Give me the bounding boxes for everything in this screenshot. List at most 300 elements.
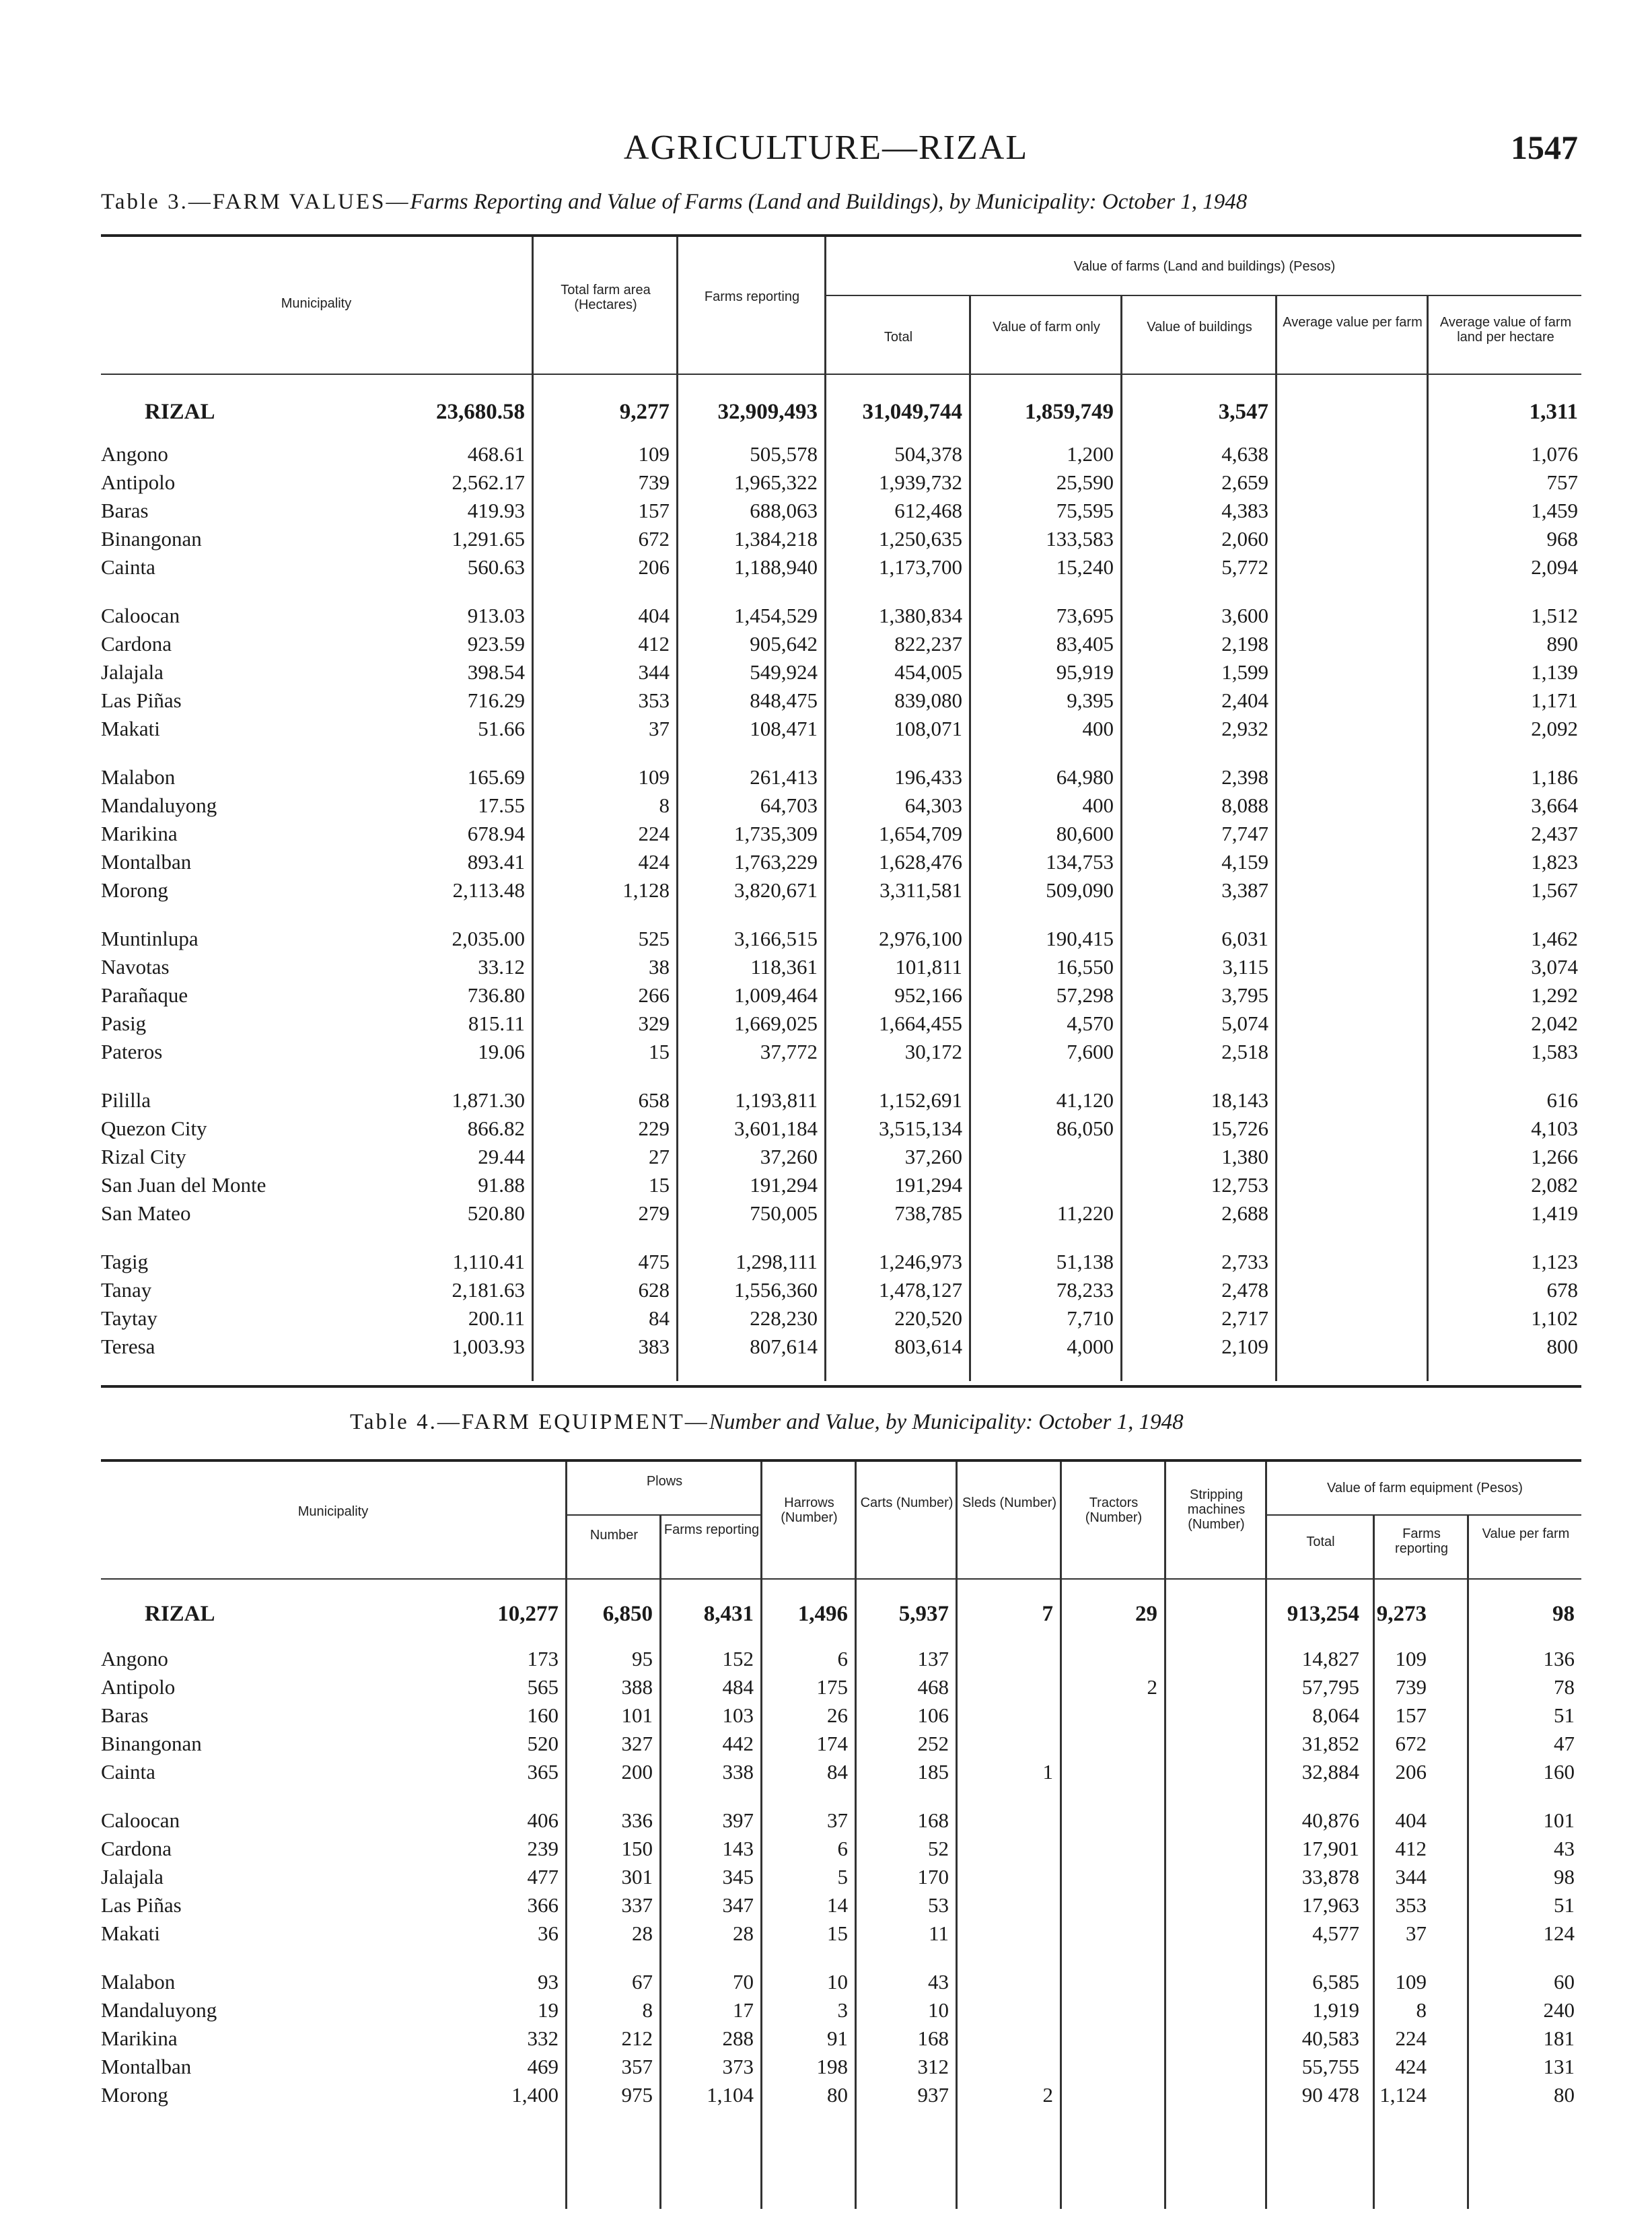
t3-cell-bldg: 7,600 — [1067, 1040, 1114, 1063]
t3-cell-avg-farm: 7,747 — [1221, 822, 1268, 845]
table-row — [101, 820, 1581, 847]
t4-cell-sleds: 106 — [917, 1703, 949, 1727]
t4-cell-val-farms: 739 — [1395, 1675, 1427, 1699]
t4-cell-val-farms: 37 — [1406, 1922, 1427, 1945]
t3-cell-area: 923.59 — [467, 632, 525, 656]
t3-cell-avg-farm: 3,795 — [1221, 983, 1268, 1007]
table-row — [101, 1864, 1581, 1891]
t3-cell-farms: 412 — [638, 632, 670, 656]
t3-cell-farms: 404 — [638, 604, 670, 627]
t3-cell-area: 1,291.65 — [452, 527, 525, 551]
t3-cell-avg-ha: 1,567 — [1531, 878, 1578, 902]
t3-cell-avg-ha: 1,462 — [1531, 927, 1578, 950]
t4-cell-sleds: 11 — [929, 1922, 949, 1945]
t4-cell-harrows: 103 — [722, 1703, 754, 1727]
t3-cell-land: 37,260 — [904, 1145, 962, 1168]
t3-cell-avg-farm: 4,638 — [1221, 442, 1268, 466]
table-row — [101, 1702, 1581, 1729]
t3-cell-total: 3,820,671 — [734, 878, 818, 902]
t4-cell-val-total: 55,755 — [1301, 2055, 1359, 2078]
table-row — [101, 1835, 1581, 1862]
t3-header-area: Total farm area (Hectares) — [561, 283, 651, 312]
t3-cell-bldg: 190,415 — [1046, 927, 1114, 950]
t3-cell-total: 1,965,322 — [734, 470, 818, 494]
t4-cell-val-farms: 672 — [1395, 1732, 1427, 1755]
t4-cell-val-per: 101 — [1543, 1808, 1575, 1832]
t3-cell-avg-ha: 2,092 — [1531, 717, 1578, 740]
page-number: 1547 — [1511, 129, 1578, 166]
t3-cell-farms: 424 — [638, 850, 670, 874]
t4-cell-val-total: 17,901 — [1301, 1837, 1359, 1860]
table-row — [101, 1087, 1581, 1114]
municipality-name: Rizal City — [101, 1145, 186, 1168]
t3-cell-land: 220,520 — [894, 1306, 962, 1330]
t3-cell-avg-farm: 12,753 — [1211, 1173, 1268, 1197]
municipality-name: Binangonan — [101, 1732, 202, 1755]
t3-cell-area: 419.93 — [467, 499, 525, 522]
table-row — [101, 602, 1581, 629]
table-row — [101, 1010, 1581, 1037]
t3-cell-farms: 9,277 — [619, 400, 670, 424]
t3-cell-avg-farm: 2,733 — [1221, 1250, 1268, 1273]
municipality-name: Pililla — [101, 1088, 151, 1112]
t3-cell-total: 1,669,025 — [734, 1012, 818, 1035]
table-row — [101, 849, 1581, 876]
t4-cell-val-farms: 353 — [1395, 1893, 1427, 1917]
municipality-name: Jalajala — [101, 1865, 164, 1889]
t3-cell-land: 101,811 — [895, 955, 962, 979]
t3-cell-land: 191,294 — [894, 1173, 962, 1197]
t4-cell-stripping: 29 — [1135, 1602, 1157, 1626]
t3-cell-bldg: 133,583 — [1046, 527, 1114, 551]
t3-cell-area: 678.94 — [467, 822, 525, 845]
t3-cell-bldg: 25,590 — [1056, 470, 1114, 494]
table-row — [101, 1807, 1581, 1834]
t4-cell-carts: 26 — [827, 1703, 848, 1727]
t3-cell-total: 505,578 — [750, 442, 818, 466]
t3-cell-land: 2,976,100 — [879, 927, 962, 950]
t3-cell-bldg: 51,138 — [1056, 1250, 1114, 1273]
municipality-name: Angono — [101, 1647, 168, 1670]
t3-cell-avg-farm: 1,380 — [1221, 1145, 1268, 1168]
t3-cell-avg-farm: 18,143 — [1211, 1088, 1268, 1112]
t4-cell-plow-farms: 975 — [621, 2083, 653, 2107]
t3-header-avg-farm: Average value per farm — [1283, 315, 1423, 330]
t3-cell-land: 1,664,455 — [879, 1012, 962, 1035]
t4-cell-harrows: 338 — [722, 1760, 754, 1784]
t3-cell-avg-ha: 1,139 — [1531, 660, 1578, 684]
t3-cell-total: 848,475 — [750, 689, 818, 712]
t3-cell-farms: 206 — [638, 555, 670, 579]
t3-cell-avg-ha: 757 — [1546, 470, 1578, 494]
t4-cell-val-total: 17,963 — [1301, 1893, 1359, 1917]
t3-cell-land: 3,311,581 — [879, 878, 962, 902]
t4-header-value-farms: Farms reporting — [1395, 1526, 1448, 1556]
municipality-name: Malabon — [101, 765, 176, 789]
t4-cell-tractors: 2 — [1042, 2083, 1053, 2107]
t4-cell-plow-num: 36 — [538, 1922, 559, 1945]
t3-cell-area: 468.61 — [467, 442, 525, 466]
t4-cell-harrows: 442 — [722, 1732, 754, 1755]
t3-cell-avg-farm: 15,726 — [1211, 1117, 1268, 1140]
t3-cell-area: 398.54 — [467, 660, 525, 684]
t4-cell-harrows: 347 — [722, 1893, 754, 1917]
t3-cell-avg-ha: 616 — [1546, 1088, 1578, 1112]
t3-cell-bldg: 4,000 — [1067, 1335, 1114, 1358]
t4-cell-sleds: 252 — [917, 1732, 949, 1755]
t4-cell-val-farms: 157 — [1395, 1703, 1427, 1727]
t3-cell-area: 1,871.30 — [452, 1088, 525, 1112]
t4-cell-val-total: 33,878 — [1301, 1865, 1359, 1889]
t4-header-municipality: Municipality — [297, 1504, 369, 1519]
t3-cell-land: 1,654,709 — [879, 822, 962, 845]
t4-cell-sleds: 5,937 — [898, 1602, 949, 1626]
t3-cell-area: 29.44 — [478, 1145, 525, 1168]
municipality-name: Mandaluyong — [101, 794, 217, 817]
t3-cell-total: 1,193,811 — [735, 1088, 818, 1112]
t3-cell-avg-farm: 2,404 — [1221, 689, 1268, 712]
t4-cell-val-per: 51 — [1554, 1703, 1575, 1727]
t3-cell-bldg: 41,120 — [1056, 1088, 1114, 1112]
t3-cell-avg-ha: 1,292 — [1531, 983, 1578, 1007]
t3-cell-total: 750,005 — [750, 1201, 818, 1225]
table-row — [101, 1730, 1581, 1757]
t3-header-total: Total — [884, 330, 913, 345]
table-row — [101, 1038, 1581, 1065]
t4-cell-sleds: 137 — [917, 1647, 949, 1670]
t4-cell-val-total: 6,585 — [1312, 1970, 1359, 1994]
municipality-name: Baras — [101, 1703, 149, 1727]
t3-cell-farms: 475 — [638, 1250, 670, 1273]
t4-cell-val-farms: 1,124 — [1379, 2083, 1427, 2107]
t3-cell-land: 822,237 — [894, 632, 962, 656]
t3-cell-area: 200.11 — [468, 1306, 525, 1330]
t3-cell-farms: 15 — [649, 1040, 670, 1063]
municipality-name: Muntinlupa — [101, 927, 199, 950]
t3-cell-bldg: 1,859,749 — [1025, 400, 1114, 424]
t4-cell-plow-farms: 337 — [621, 1893, 653, 1917]
t3-cell-farms: 27 — [649, 1145, 670, 1168]
t4-cell-sleds: 43 — [928, 1970, 949, 1994]
t3-cell-land: 3,515,134 — [879, 1117, 962, 1140]
table-row — [101, 2082, 1581, 2109]
municipality-name: Antipolo — [101, 1675, 176, 1699]
t3-cell-area: 893.41 — [467, 850, 525, 874]
t4-cell-val-farms: 109 — [1395, 1647, 1427, 1670]
municipality-name: Pateros — [101, 1040, 163, 1063]
t3-header-municipality: Municipality — [281, 296, 352, 311]
t3-cell-avg-ha: 968 — [1546, 527, 1578, 551]
t3-cell-total: 688,063 — [750, 499, 818, 522]
t3-cell-avg-ha: 2,094 — [1531, 555, 1578, 579]
t3-cell-farms: 157 — [638, 499, 670, 522]
t4-cell-val-total: 4,577 — [1312, 1922, 1359, 1945]
t4-cell-val-farms: 412 — [1395, 1837, 1427, 1860]
municipality-name: Montalban — [101, 850, 192, 874]
t3-cell-farms: 38 — [649, 955, 670, 979]
t3-cell-avg-ha: 1,076 — [1531, 442, 1578, 466]
t3-cell-total: 108,471 — [750, 717, 818, 740]
t3-cell-avg-farm: 5,772 — [1221, 555, 1268, 579]
t4-cell-val-per: 51 — [1554, 1893, 1575, 1917]
t4-header-carts: Carts (Number) — [860, 1495, 954, 1510]
t3-cell-area: 913.03 — [467, 604, 525, 627]
municipality-name: Teresa — [101, 1335, 155, 1358]
t3-cell-avg-ha: 1,123 — [1531, 1250, 1578, 1273]
t3-cell-avg-farm: 2,060 — [1221, 527, 1268, 551]
t4-cell-val-farms: 224 — [1395, 2026, 1427, 2050]
table-row — [101, 1200, 1581, 1227]
t4-header-value-total: Total — [1306, 1535, 1335, 1549]
t3-cell-bldg: 75,595 — [1056, 499, 1114, 522]
t3-cell-avg-farm: 2,398 — [1221, 765, 1268, 789]
t4-header-plow-number: Number — [589, 1528, 639, 1543]
t4-header-plow-farms: Farms reporting — [663, 1522, 760, 1537]
table-row — [101, 441, 1581, 468]
t3-cell-avg-farm: 2,518 — [1221, 1040, 1268, 1063]
table-row — [101, 1143, 1581, 1170]
municipality-name: Caloocan — [101, 1808, 180, 1832]
t3-cell-area: 2,035.00 — [452, 927, 525, 950]
t3-cell-area: 866.82 — [467, 1117, 525, 1140]
t4-cell-carts: 175 — [816, 1675, 848, 1699]
t3-cell-farms: 109 — [638, 442, 670, 466]
t3-cell-avg-ha: 1,419 — [1531, 1201, 1578, 1225]
t3-cell-area: 1,110.41 — [452, 1250, 525, 1273]
t3-cell-area: 19.06 — [478, 1040, 525, 1063]
t3-cell-total: 64,703 — [760, 794, 818, 817]
t3-cell-avg-ha: 1,186 — [1531, 765, 1578, 789]
t4-cell-carts: 37 — [827, 1808, 848, 1832]
t4-cell-plow-num: 93 — [538, 1970, 559, 1994]
t4-cell-carts: 14 — [827, 1893, 848, 1917]
t4-cell-tractors: 7 — [1042, 1602, 1053, 1626]
t4-cell-plow-farms: 8 — [642, 1998, 653, 2022]
t3-cell-land: 1,939,732 — [879, 470, 962, 494]
table-row — [101, 2025, 1581, 2052]
t3-cell-total: 1,188,940 — [734, 555, 818, 579]
t3-header-land: Value of farm only — [993, 320, 1100, 334]
t4-cell-plow-num: 477 — [527, 1865, 559, 1889]
t4-cell-val-per: 240 — [1543, 1998, 1575, 2022]
t3-cell-bldg: 64,980 — [1056, 765, 1114, 789]
t3-cell-area: 2,562.17 — [452, 470, 525, 494]
table3-header-rule — [101, 374, 1581, 375]
t4-cell-plow-farms: 336 — [621, 1808, 653, 1832]
t3-cell-area: 165.69 — [467, 765, 525, 789]
table3-caption: Table 3.—FARM VALUES—Farms Reporting and Value of Farms (Land and Buildings), by Municipality: October 1, 1948 — [101, 190, 1248, 214]
t4-header-harrows: Harrows (Number) — [781, 1495, 838, 1525]
t4-cell-plow-farms: 28 — [632, 1922, 653, 1945]
t4-cell-plow-num: 1,400 — [511, 2083, 559, 2107]
table3-total-row — [101, 398, 1581, 425]
t4-cell-plow-num: 332 — [527, 2026, 559, 2050]
t4-cell-val-total: 8,064 — [1312, 1703, 1359, 1727]
t3-cell-avg-farm: 6,031 — [1221, 927, 1268, 950]
t4-cell-sleds: 168 — [917, 2026, 949, 2050]
t4-cell-harrows: 397 — [722, 1808, 754, 1832]
t4-cell-carts: 15 — [827, 1922, 848, 1945]
t4-cell-val-per: 98 — [1554, 1865, 1575, 1889]
t3-cell-avg-ha: 4,103 — [1531, 1117, 1578, 1140]
table4-top-rule — [101, 1459, 1581, 1462]
table-row — [101, 497, 1581, 524]
t4-header-tractors: Tractors (Number) — [1085, 1495, 1143, 1525]
t3-cell-farms: 344 — [638, 660, 670, 684]
t4-cell-val-farms: 109 — [1395, 1970, 1427, 1994]
t4-cell-val-per: 131 — [1543, 2055, 1575, 2078]
municipality-name: Tanay — [101, 1278, 152, 1302]
t3-cell-bldg: 4,570 — [1067, 1012, 1114, 1035]
t3-cell-total: 1,009,464 — [734, 983, 818, 1007]
t4-cell-carts: 174 — [816, 1732, 848, 1755]
t4-header-value-group: Value of farm equipment (Pesos) — [1327, 1481, 1523, 1495]
t3-cell-farms: 229 — [638, 1117, 670, 1140]
t4-cell-carts: 80 — [827, 2083, 848, 2107]
t4-cell-plow-farms: 327 — [621, 1732, 653, 1755]
table-row — [101, 687, 1581, 714]
t3-cell-avg-ha: 2,082 — [1531, 1173, 1578, 1197]
t4-cell-plow-farms: 301 — [621, 1865, 653, 1889]
t4-cell-harrows: 143 — [722, 1837, 754, 1860]
municipality-name: San Mateo — [101, 1201, 191, 1225]
municipality-name: Binangonan — [101, 527, 202, 551]
municipality-name: Quezon City — [101, 1117, 207, 1140]
t3-cell-land: 612,468 — [894, 499, 962, 522]
municipality-name: Makati — [101, 717, 160, 740]
t3-cell-total: 1,556,360 — [734, 1278, 818, 1302]
t3-cell-land: 1,628,476 — [879, 850, 962, 874]
t3-cell-total: 118,361 — [750, 955, 818, 979]
t4-cell-val-total: 40,876 — [1301, 1808, 1359, 1832]
t4-cell-val-per: 160 — [1543, 1760, 1575, 1784]
municipality-name: Las Piñas — [101, 689, 182, 712]
t4-cell-plow-num: 365 — [527, 1760, 559, 1784]
t4-cell-val-per: 60 — [1554, 1970, 1575, 1994]
t4-cell-val-total: 57,795 — [1301, 1675, 1359, 1699]
t3-cell-bldg: 7,710 — [1067, 1306, 1114, 1330]
t4-cell-val-farms: 344 — [1395, 1865, 1427, 1889]
t3-cell-area: 51.66 — [478, 717, 525, 740]
t4-header-value-per-farm: Value per farm — [1482, 1526, 1570, 1541]
table-row — [101, 526, 1581, 553]
t4-cell-carts: 84 — [827, 1760, 848, 1784]
t3-cell-avg-farm: 1,599 — [1221, 660, 1268, 684]
t3-cell-total: 1,454,529 — [734, 604, 818, 627]
table-row — [101, 1997, 1581, 2024]
t4-cell-carts: 91 — [827, 2026, 848, 2050]
t3-cell-land: 1,246,973 — [879, 1250, 962, 1273]
table-row — [101, 877, 1581, 904]
t4-cell-val-farms: 9,273 — [1376, 1602, 1427, 1626]
t3-cell-land: 30,172 — [904, 1040, 962, 1063]
municipality-name: Morong — [101, 878, 168, 902]
t3-header-avg-hectare: Average value of farm land per hectare — [1439, 315, 1572, 345]
t4-cell-val-per: 181 — [1543, 2026, 1575, 2050]
t4-cell-plow-farms: 212 — [621, 2026, 653, 2050]
t3-cell-farms: 84 — [649, 1306, 670, 1330]
table-row — [101, 1172, 1581, 1199]
t4-cell-plow-farms: 101 — [621, 1703, 653, 1727]
t3-cell-bldg: 73,695 — [1056, 604, 1114, 627]
t4-cell-val-total: 913,254 — [1287, 1602, 1359, 1626]
t3-cell-bldg: 400 — [1082, 794, 1114, 817]
t3-cell-total: 1,763,229 — [734, 850, 818, 874]
t3-cell-area: 560.63 — [467, 555, 525, 579]
t3-cell-avg-ha: 1,823 — [1531, 850, 1578, 874]
t4-cell-plow-farms: 200 — [621, 1760, 653, 1784]
t3-cell-avg-farm: 8,088 — [1221, 794, 1268, 817]
t3-cell-total: 1,384,218 — [734, 527, 818, 551]
t4-cell-sleds: 468 — [917, 1675, 949, 1699]
municipality-name: Cardona — [101, 632, 172, 656]
t3-cell-farms: 672 — [638, 527, 670, 551]
t3-cell-farms: 329 — [638, 1012, 670, 1035]
table3-top-rule — [101, 234, 1581, 237]
t3-cell-land: 1,173,700 — [879, 555, 962, 579]
t3-cell-avg-farm: 2,198 — [1221, 632, 1268, 656]
t3-cell-total: 3,601,184 — [734, 1117, 818, 1140]
t4-cell-val-total: 14,827 — [1301, 1647, 1359, 1670]
municipality-name: Parañaque — [101, 983, 188, 1007]
running-head: AGRICULTURE—RIZAL — [623, 129, 1029, 167]
t4-cell-harrows: 288 — [722, 2026, 754, 2050]
t4-cell-sleds: 170 — [917, 1865, 949, 1889]
municipality-name: Cardona — [101, 1837, 172, 1860]
t3-cell-bldg: 78,233 — [1056, 1278, 1114, 1302]
t3-cell-area: 2,181.63 — [452, 1278, 525, 1302]
table-row — [101, 1920, 1581, 1947]
t3-cell-avg-ha: 1,266 — [1531, 1145, 1578, 1168]
table4-header-rule — [101, 1578, 1581, 1580]
t3-cell-avg-farm: 4,383 — [1221, 499, 1268, 522]
t3-cell-bldg: 57,298 — [1056, 983, 1114, 1007]
t3-cell-farms: 628 — [638, 1278, 670, 1302]
t4-header-stripping: Stripping machines (Number) — [1187, 1487, 1246, 1532]
t3-cell-avg-ha: 1,102 — [1531, 1306, 1578, 1330]
t3-cell-land: 1,250,635 — [879, 527, 962, 551]
t4-cell-carts: 10 — [827, 1970, 848, 1994]
t3-cell-avg-farm: 2,659 — [1221, 470, 1268, 494]
municipality-name: San Juan del Monte — [101, 1173, 266, 1197]
t3-cell-farms: 525 — [638, 927, 670, 950]
t3-cell-total: 807,614 — [750, 1335, 818, 1358]
t3-cell-area: 17.55 — [478, 794, 525, 817]
t4-cell-val-per: 47 — [1554, 1732, 1575, 1755]
table-row — [101, 631, 1581, 658]
t3-cell-land: 1,380,834 — [879, 604, 962, 627]
t4-cell-plow-num: 160 — [527, 1703, 559, 1727]
t4-header-plows: Plows — [646, 1474, 683, 1489]
t3-cell-area: 815.11 — [468, 1012, 525, 1035]
t3-cell-area: 33.12 — [478, 955, 525, 979]
t4-cell-val-per: 136 — [1543, 1647, 1575, 1670]
table3-total-label: RIZAL — [145, 400, 215, 424]
t3-cell-land: 454,005 — [894, 660, 962, 684]
t4-cell-harrows: 152 — [722, 1647, 754, 1670]
t3-cell-bldg: 15,240 — [1056, 555, 1114, 579]
t3-cell-total: 905,642 — [750, 632, 818, 656]
t4-cell-plow-num: 520 — [527, 1732, 559, 1755]
municipality-name: Marikina — [101, 2026, 178, 2050]
t3-cell-avg-farm: 5,074 — [1221, 1012, 1268, 1035]
t3-cell-total: 37,260 — [760, 1145, 818, 1168]
t3-cell-total: 37,772 — [760, 1040, 818, 1063]
t4-cell-plow-farms: 150 — [621, 1837, 653, 1860]
t3-cell-farms: 658 — [638, 1088, 670, 1112]
t3-cell-bldg: 80,600 — [1056, 822, 1114, 845]
t3-cell-avg-ha: 3,074 — [1531, 955, 1578, 979]
